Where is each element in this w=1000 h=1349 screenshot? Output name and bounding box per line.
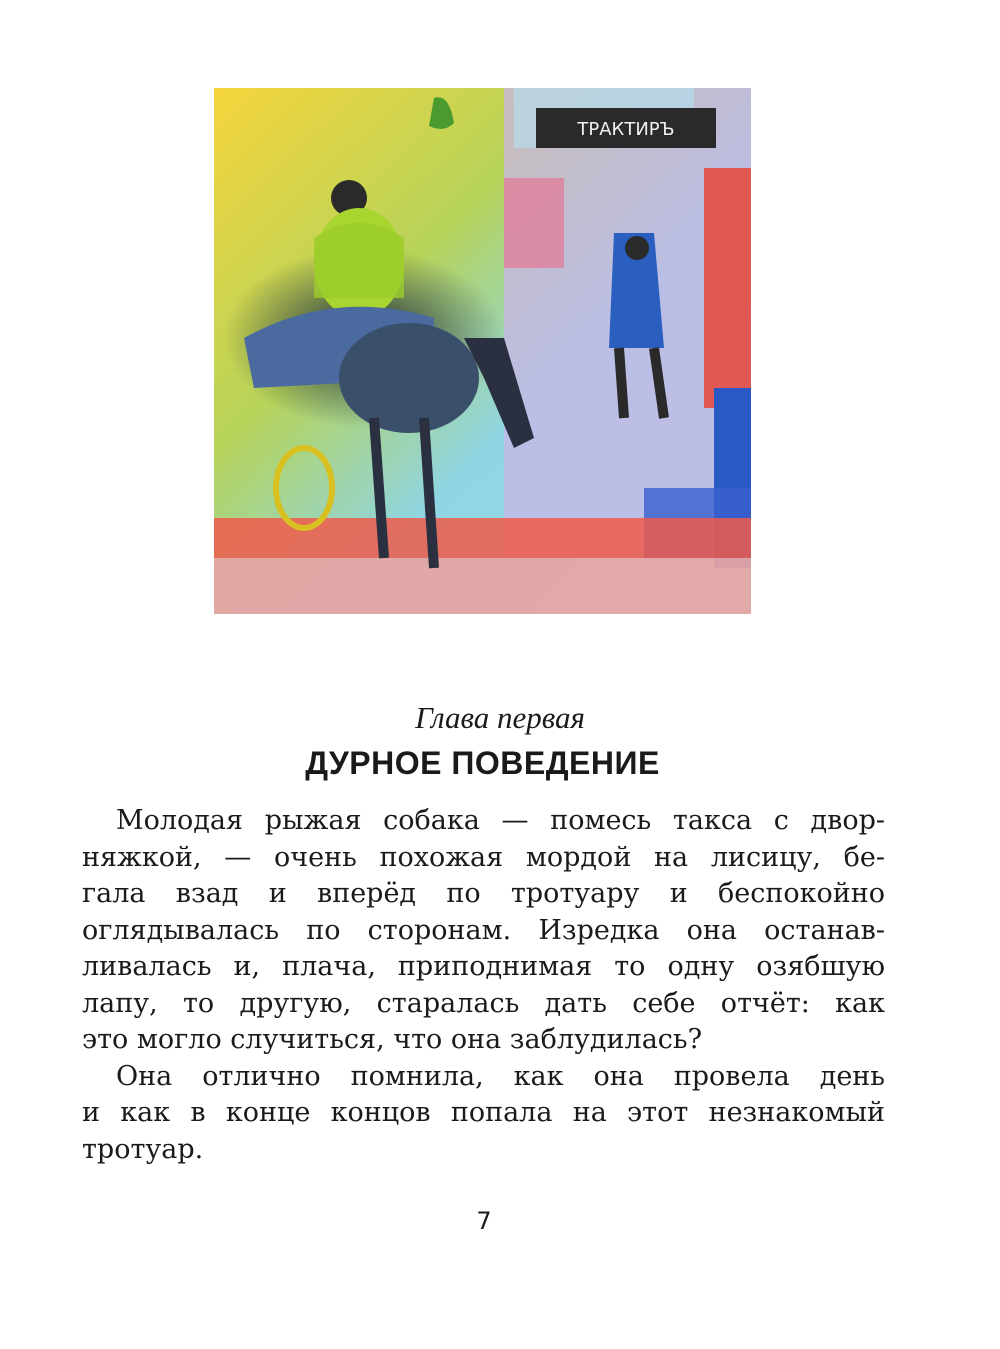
page-number: 7 [476, 1207, 492, 1235]
text-line: ливалась и, плача, приподнимая то одну озябшую [82, 951, 885, 982]
chapter-body [82, 803, 885, 1168]
text-line: и как в конце концов попала на этот незнакомый [82, 1097, 885, 1128]
chapter-title: ДУРНОЕ ПОВЕДЕНИЕ [305, 745, 660, 781]
tavern-sign-text: ТРАКТИРЪ [577, 119, 675, 140]
text-line: Молодая рыжая собака — помесь такса с двор- [116, 805, 885, 836]
text-line: оглядывалась по сторонам. Изредка она останав- [82, 914, 885, 946]
text-line: няжкой, — очень похожая мордой на лисицу, бе- [82, 841, 885, 873]
text-line: Она отлично помнила, как она провела день [116, 1060, 885, 1092]
chapter-illustration [214, 88, 751, 614]
chapter-label: Глава первая [415, 700, 585, 735]
text-line: это могло случиться, что она заблудилась? [82, 1024, 703, 1055]
text-line: тротуар. [82, 1133, 204, 1165]
paragraph [82, 803, 885, 1059]
text-line: лапу, то другую, старалась дать себе отчёт: как [82, 987, 885, 1019]
paragraph [82, 1059, 885, 1169]
text-line: гала взад и вперёд по тротуару и беспокойно [82, 878, 885, 909]
